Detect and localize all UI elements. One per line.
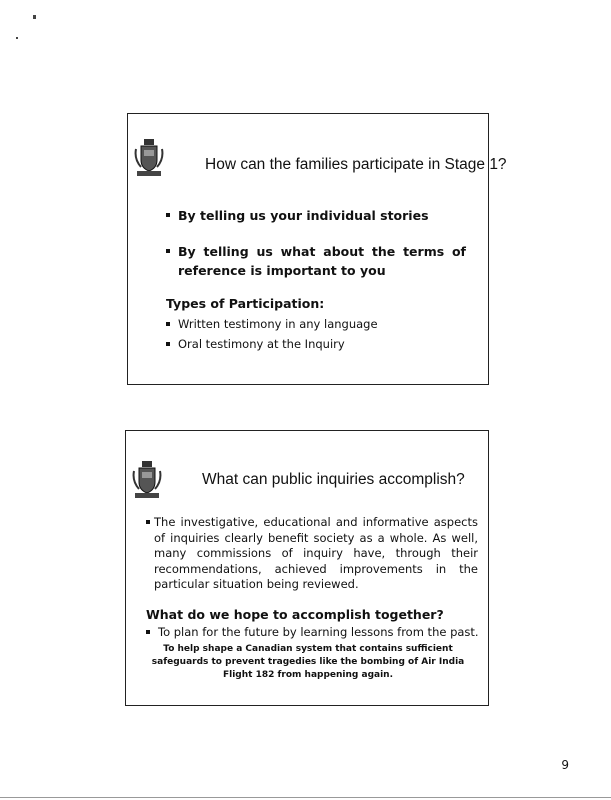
scan-speck xyxy=(33,15,36,19)
slide-title: How can the families participate in Stage 1? xyxy=(205,156,507,173)
coat-of-arms-icon xyxy=(132,461,162,499)
list-item: By telling us your individual stories xyxy=(166,206,476,225)
list-item: Oral testimony at the Inquiry xyxy=(166,336,476,353)
scan-edge-line xyxy=(0,797,611,798)
scan-speck xyxy=(16,37,18,39)
closing-statement: To help shape a Canadian system that contains sufficient safeguards to prevent tragedies like the bombing of Air India Flight 182 from happening again. xyxy=(151,644,465,680)
list-item: Written testimony in any language xyxy=(166,316,476,333)
section-heading: Types of Participation: xyxy=(166,296,325,311)
slide-1 xyxy=(127,113,507,385)
coat-of-arms-icon xyxy=(134,139,164,177)
page-number: 9 xyxy=(561,758,569,772)
section-heading: What do we hope to accomplish together? xyxy=(146,607,444,622)
list-item: By telling us what about the terms of reference is important to you xyxy=(166,242,466,280)
paragraph: The investigative, educational and informative aspects of inquiries clearly benefit society as a whole. As well, many commissions of inquiry have, through their recommendations, achieved improvements in the particular situation being reviewed. xyxy=(146,515,478,593)
list-item: To plan for the future by learning lessons from the past. xyxy=(146,624,481,641)
slide-title: What can public inquiries accomplish? xyxy=(202,471,465,488)
slide-2 xyxy=(125,430,489,706)
